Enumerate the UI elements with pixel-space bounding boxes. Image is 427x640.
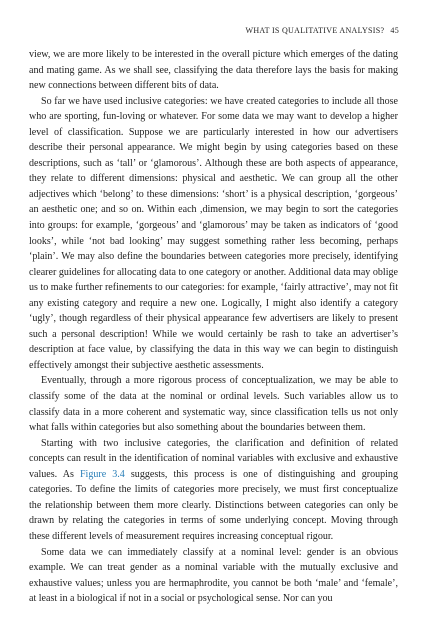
- body-text: [29, 47, 398, 607]
- figure-reference-link[interactable]: Figure 3.4: [79, 468, 125, 480]
- paragraph: [29, 436, 398, 545]
- paragraph: Some data we can immediately classify at a nominal level: gender is an obvious example. We can treat gender as a nominal variable with the mutually exclusive and exhaustive values; unless you are hermaphrodite, you cannot be both ‘male’ and ‘female’, at least in a biological if not in a social or psychological sense. Nor can you: [29, 546, 398, 605]
- paragraph: Eventually, through a more rigorous process of conceptualization, we may be able to classify some of the data at the nominal or ordinal levels. Such variables allow us to classify data in a more coherent and systematic way, since classification tells us not only what falls within categories but also something about the boundaries between them.: [29, 375, 398, 434]
- paragraph-continued: view, we are more likely to be interested in the overall picture which emerges of the dating and mating game. As we shall see, classifying the data therefore lays the basis for making new connections between different bits of data.: [29, 49, 398, 92]
- running-title: WHAT IS QUALITATIVE ANALYSIS?: [245, 26, 385, 35]
- paragraph-text: Starting with two inclusive categories, the clarification and definition of related concepts can result in the identification of nominal variables with exclusive and exhaustive values. As: [29, 437, 398, 480]
- paragraph-text: suggests, this process is one of distinguishing and grouping categories. To define the limits of categories more precisely, we must first conceptualize the relationship between them more clearly. Distinctions between categories can only be drawn by relating the categories in terms of some underlying concept. Moving through these different levels of measurement requires increasing conceptual rigour.: [29, 468, 398, 542]
- running-head: [246, 26, 400, 35]
- paragraph: So far we have used inclusive categories: we have created categories to include all those who are sporting, fun-loving or whatever. For some data we may want to develop a higher level of classification. Suppose we are particularly interested in how our advertisers describe their personal appearance. We might begin by using categories based on these descriptions, such as ‘tall’ or ‘glamorous’. Although these are both aspects of appearance, they relate to different dimensions: physical and aesthetic. We can group all the other adjectives which ‘belong’ to these dimensions: ‘short’ is a physical description, ‘gorgeous’ an aesthetic one; and so on. Within each ,dimension, we may begin to sort the categories into groups: for example, ‘gorgeous’ and ‘glamorous’ may be taken as indicators of ‘good looks’, while ‘not bad looking’ may suggest something rather less becoming, perhaps ‘plain’. We may also define the boundaries between categories more precisely, identifying clearer guidelines for allocating data to one category or another. Additional data may oblige us to make further refinements to our categories: for example, ‘fairly attractive’, may not fit any existing category and require a new one. Logically, I might also identify a category ‘ugly’, though regardless of their physical appearance few advertisers are likely to present such a personal description! While we would certainly be rash to take an advertiser’s description at face value, by classifying the data in this way we can begin to distinguish effectively amongst their subjective aesthetic assessments.: [29, 95, 398, 371]
- page-number: 45: [390, 26, 399, 35]
